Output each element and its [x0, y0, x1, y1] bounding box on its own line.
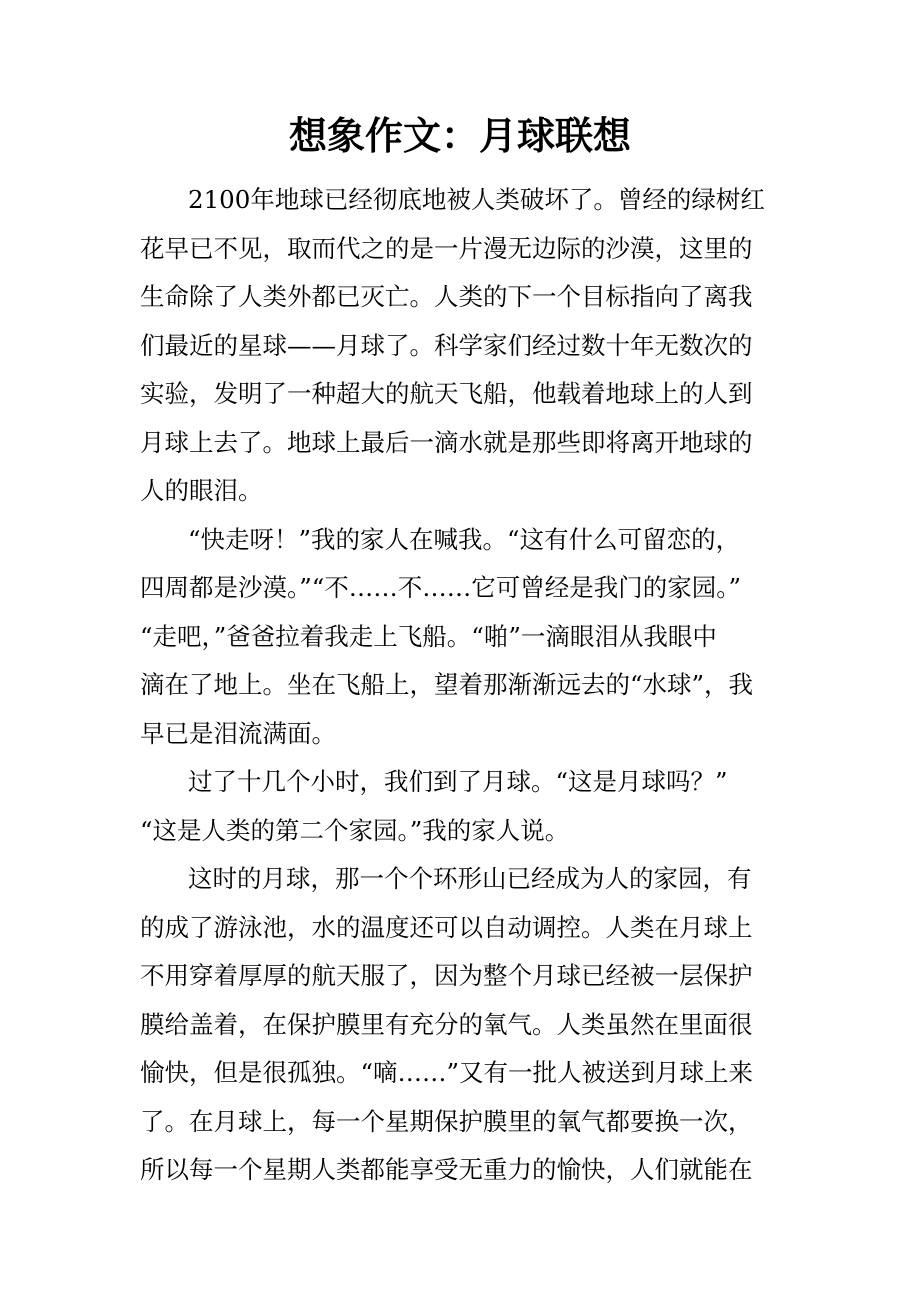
text-line: “这是人类的第二个家园。”我的家人说。: [140, 815, 570, 845]
text-line: 花早已不见，取而代之的是一片漫无边际的沙漠，这里的: [140, 233, 753, 263]
text-line: 们最近的星球——月球了。科学家们经过数十年无数次的: [140, 330, 753, 360]
text-line: 早已是泪流满面。: [140, 718, 336, 748]
text-line: 膜给盖着，在保护膜里有充分的氧气。人类虽然在里面很: [140, 1009, 753, 1039]
text-line: 过了十几个小时，我们到了月球。“这是月球吗？”: [188, 767, 728, 796]
paragraph-1: [140, 176, 780, 516]
text-line: “走吧，”爸爸拉着我走上飞船。“啪”一滴眼泪从我眼中: [140, 621, 717, 651]
text-line: 实验，发明了一种超大的航天飞船，他载着地球上的人到: [140, 379, 753, 408]
text-line: 这时的月球，那一个个环形山已经成为人的家园，有: [188, 864, 752, 893]
text-line: 四周都是沙漠。”“不……不……它可曾经是我门的家园。”: [140, 573, 742, 602]
text-line: 生命除了人类外都已灭亡。人类的下一个目标指向了离我: [140, 282, 753, 311]
text-line: 了。在月球上，每一个星期保护膜里的氧气都要换一次，: [140, 1106, 753, 1136]
essay-body: [140, 176, 780, 1195]
text-line: 人的眼泪。: [140, 476, 263, 505]
paragraph-4: [140, 855, 780, 1195]
text-line: 2100年地球已经彻底地被人类破坏了。曾经的绿树红: [188, 185, 765, 214]
paragraph-3: [140, 758, 780, 855]
text-line: 滴在了地上。坐在飞船上，望着那渐渐远去的“水球”，我: [140, 670, 754, 699]
paragraph-2: [140, 516, 780, 759]
text-line: 月球上去了。地球上最后一滴水就是那些即将离开地球的: [140, 427, 753, 457]
text-line: 不用穿着厚厚的航天服了，因为整个月球已经被一层保护: [140, 961, 753, 990]
page-title: 想象作文：月球联想: [288, 113, 631, 158]
text-line: 的成了游泳池，水的温度还可以自动调控。人类在月球上: [140, 912, 753, 942]
text-line: 所以每一个星期人类都能享受无重力的愉快，人们就能在: [140, 1155, 753, 1184]
text-line: “快走呀！”我的家人在喊我。“这有什么可留恋的，: [188, 524, 741, 554]
text-line: 愉快，但是很孤独。“嘀……”又有一批人被送到月球上来: [140, 1058, 754, 1087]
